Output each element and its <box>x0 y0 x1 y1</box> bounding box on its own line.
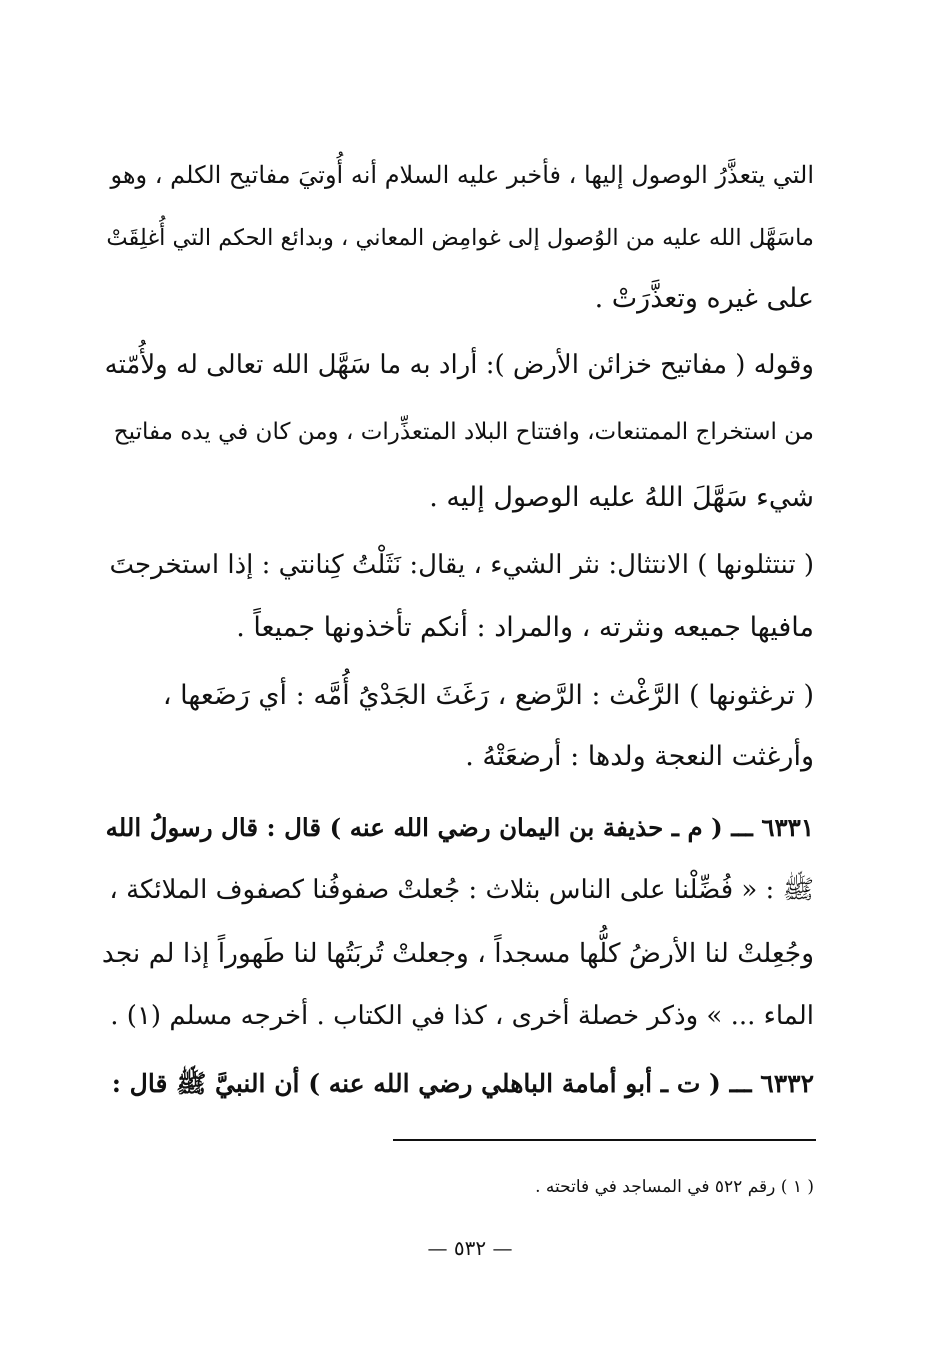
text-line-6: شيء سَهَّلَ اللهُ عليه الوصول إليه . <box>429 482 814 513</box>
footnote-separator <box>393 1139 816 1141</box>
text-line-12: ﷺ : « فُضِّلْنا على الناس بثلاث : جُعلتْ صفوفُنا كصفوف الملائكة ، <box>109 875 814 905</box>
text-line-1: التي يتعذَّرُ الوصول إليها ، فأخبر عليه السلام أنه أُوتيَ مفاتيح الكلم ، وهو <box>110 161 814 189</box>
text-line-2: ماسَهَّل الله عليه من الوُصول إلى غوامِض المعاني ، وبدائع الحكم التي أُغلِقَتْ <box>106 225 814 251</box>
hadith-6331-heading: ٦٣٣١ ـــ ( م ـ حذيفة بن اليمان رضي الله عنه ) قال : قال رسولُ الله <box>105 813 814 842</box>
text-line-5: من استخراج الممتنعات، وافتتاح البلاد المتعذِّرات ، ومن كان في يده مفاتيح <box>113 419 814 445</box>
text-line-4: وقوله ( مفاتيح خزائن الأرض ): أراد به ما سَهَّل الله تعالى له ولأُمّته <box>104 350 814 380</box>
text-line-10: وأرغثت النعجة ولدها : أرضعَتْهُ . <box>465 741 814 772</box>
text-line-9: ( ترغثونها ) الرَّغْث : الرَّضع ، رَغَثَ الجَدْيُ أُمَّه : أي رَضَعها ، <box>162 680 814 711</box>
text-line-7: ( تنتثلونها ) الانتثال: نثر الشيء ، يقال: نَثَلْتُ كِنانتي : إذا استخرجتَ <box>109 550 814 580</box>
text-line-8: مافيها جميعه ونثرته ، والمراد : أنكم تأخذونها جميعاً . <box>236 612 814 643</box>
text-line-14: الماء ... » وذكر خصلة أخرى ، كذا في الكتاب . أخرجه مسلم (١) . <box>110 1001 814 1031</box>
text-line-13: وجُعِلتْ لنا الأرضُ كلُّها مسجداً ، وجعلتْ تُربَتُها لنا طَهوراً إذا لم نجد <box>101 938 814 969</box>
page-number: — ٥٣٢ — <box>427 1236 513 1260</box>
text-line-3: على غيره وتعذَّرَتْ . <box>594 283 814 314</box>
hadith-6332-heading: ٦٣٣٢ ـــ ( ت ـ أبو أمامة الباهلي رضي الله عنه ) أن النبيَّ ﷺ قال : <box>111 1069 814 1098</box>
footnote: ( ١ ) رقم ٥٢٢ في المساجد في فاتحته . <box>535 1177 814 1197</box>
